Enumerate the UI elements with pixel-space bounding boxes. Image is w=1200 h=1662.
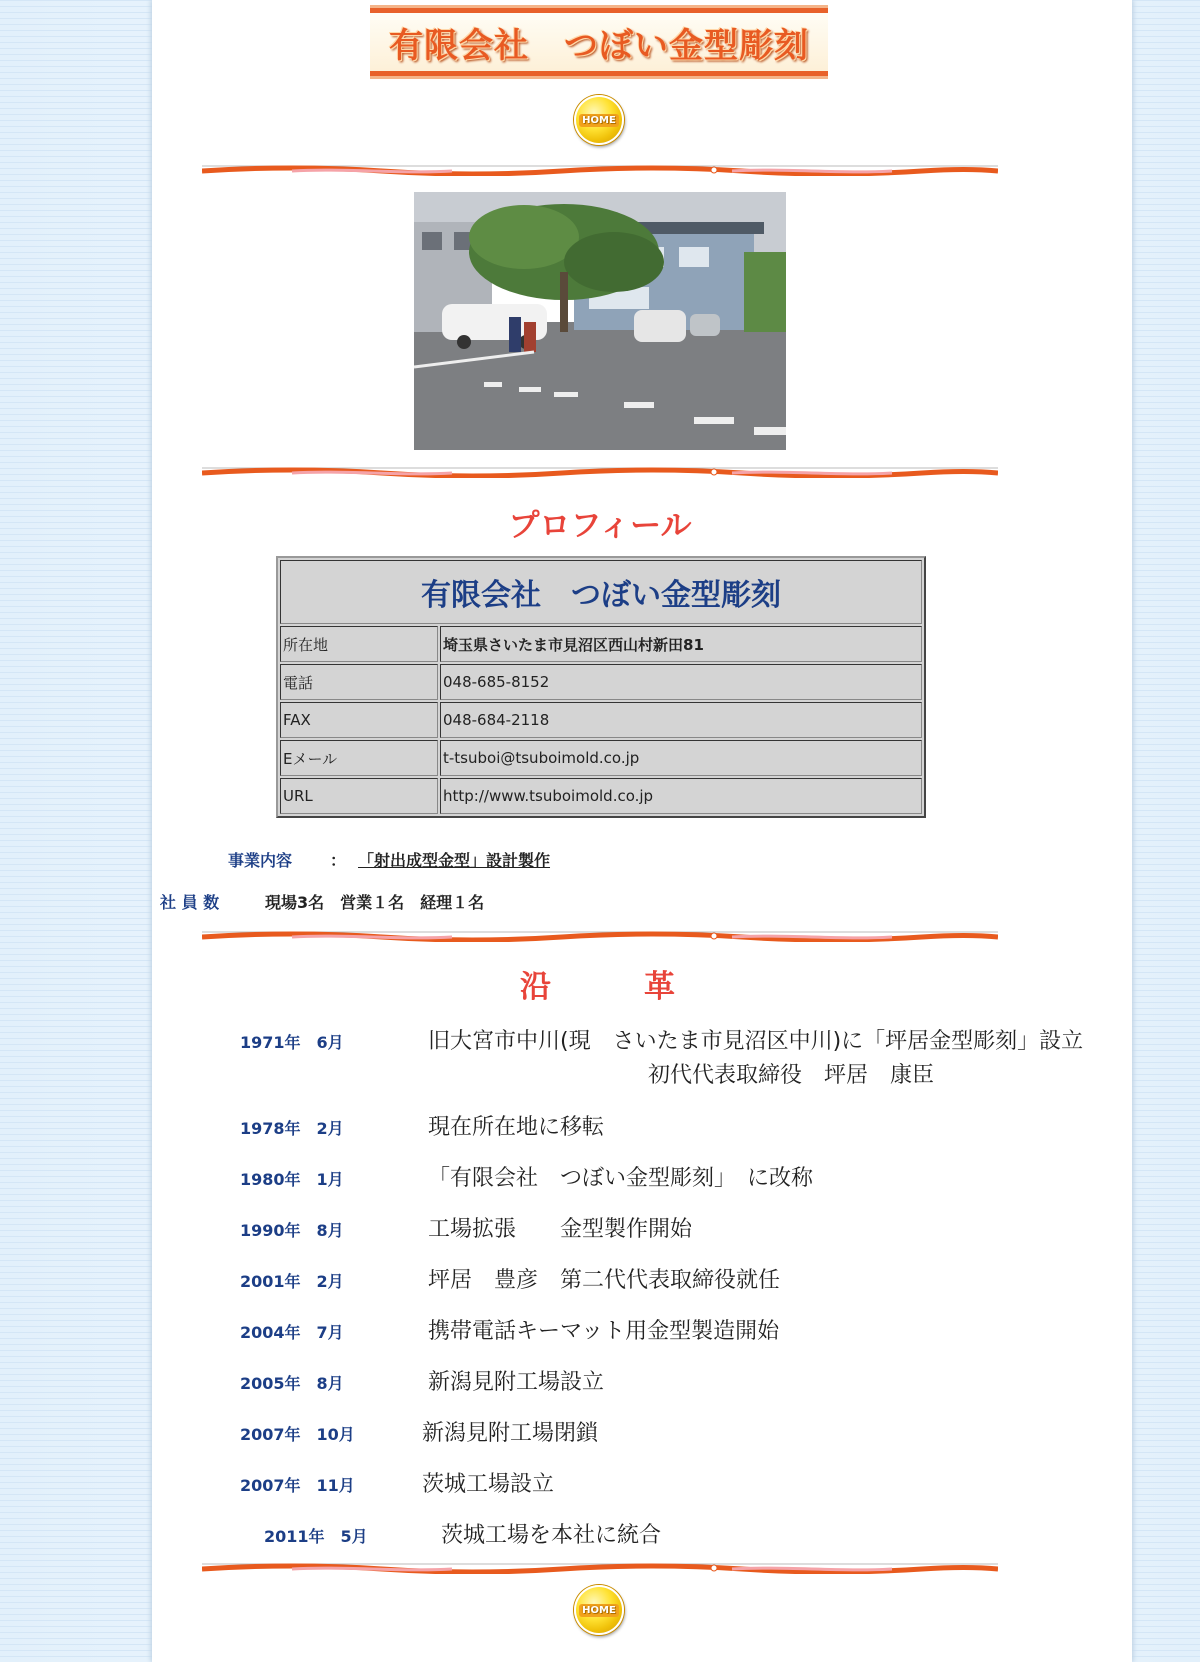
history-date: 2004年 7月: [240, 1323, 344, 1342]
history-date: 2007年 11月: [240, 1476, 355, 1495]
profile-title: プロフィール: [508, 508, 692, 544]
business-label: 事業内容: [228, 851, 293, 870]
history-date: 2011年 5月: [264, 1527, 368, 1546]
staff-label: 社 員 数: [160, 893, 220, 912]
table-row-phone: [280, 664, 922, 700]
history-date: 2005年 8月: [240, 1374, 344, 1393]
history-event: 茨城工場設立: [422, 1472, 555, 1497]
profile-table: [276, 556, 926, 818]
url-value: http://www.tsuboimold.co.jp: [440, 778, 922, 814]
history-event: 現在所在地に移転: [428, 1115, 605, 1140]
table-row-url: [280, 778, 922, 814]
history-event: 新潟見附工場閉鎖: [422, 1421, 599, 1446]
company-logo: 有限会社 つぼい金型彫刻: [370, 8, 828, 76]
home-button-bottom[interactable]: [574, 1585, 624, 1635]
phone-label: 電話: [280, 664, 438, 700]
history-date: 1980年 1月: [240, 1170, 344, 1189]
table-row-fax: [280, 702, 922, 738]
history-event: 工場拡張 金型製作開始: [428, 1217, 693, 1242]
divider-2: [202, 466, 998, 478]
home-button-label: HOME: [579, 1604, 619, 1617]
history-title: 沿 革: [520, 969, 675, 1005]
history-date: 1990年 8月: [240, 1221, 344, 1240]
history-event-sub: 初代代表取締役 坪居 康臣: [648, 1063, 935, 1088]
history-date: 1978年 2月: [240, 1119, 344, 1138]
email-value: t-tsuboi@tsuboimold.co.jp: [440, 740, 922, 776]
divider-1: [202, 164, 998, 176]
divider-3: [202, 930, 998, 942]
home-button-top[interactable]: [574, 95, 624, 145]
history-date: 2001年 2月: [240, 1272, 344, 1291]
history-event: 茨城工場を本社に統合: [441, 1523, 662, 1548]
history-event: 坪居 豊彦 第二代代表取締役就任: [428, 1268, 781, 1293]
fax-value: 048-684-2118: [440, 702, 922, 738]
address-value: 埼玉県さいたま市見沼区西山村新田81: [440, 626, 922, 662]
business-separator: ：: [330, 851, 347, 870]
table-row-address: [280, 626, 922, 662]
email-label: Eメール: [280, 740, 438, 776]
divider-4: [202, 1562, 998, 1574]
history-date: 2007年 10月: [240, 1425, 355, 1444]
phone-value: 048-685-8152: [440, 664, 922, 700]
company-name: 有限会社 つぼい金型彫刻: [280, 560, 922, 624]
table-row-email: [280, 740, 922, 776]
profile-caption-row: [280, 560, 922, 624]
address-label: 所在地: [280, 626, 438, 662]
history-event: 携帯電話キーマット用金型製造開始: [428, 1319, 780, 1344]
business-value: 「射出成型金型」設計製作: [358, 851, 551, 870]
history-event: 旧大宮市中川(現 さいたま市見沼区中川)に「坪居金型彫刻」設立: [428, 1029, 1084, 1054]
history-date: 1971年 6月: [240, 1033, 344, 1052]
home-button-label: HOME: [579, 114, 619, 127]
history-event: 新潟見附工場設立: [428, 1370, 605, 1395]
building-photo: [414, 192, 786, 450]
url-label: URL: [280, 778, 438, 814]
fax-label: FAX: [280, 702, 438, 738]
staff-value: 現場3名 営業１名 経理１名: [265, 893, 485, 912]
history-event: 「有限会社 つぼい金型彫刻」 に改称: [428, 1166, 814, 1191]
